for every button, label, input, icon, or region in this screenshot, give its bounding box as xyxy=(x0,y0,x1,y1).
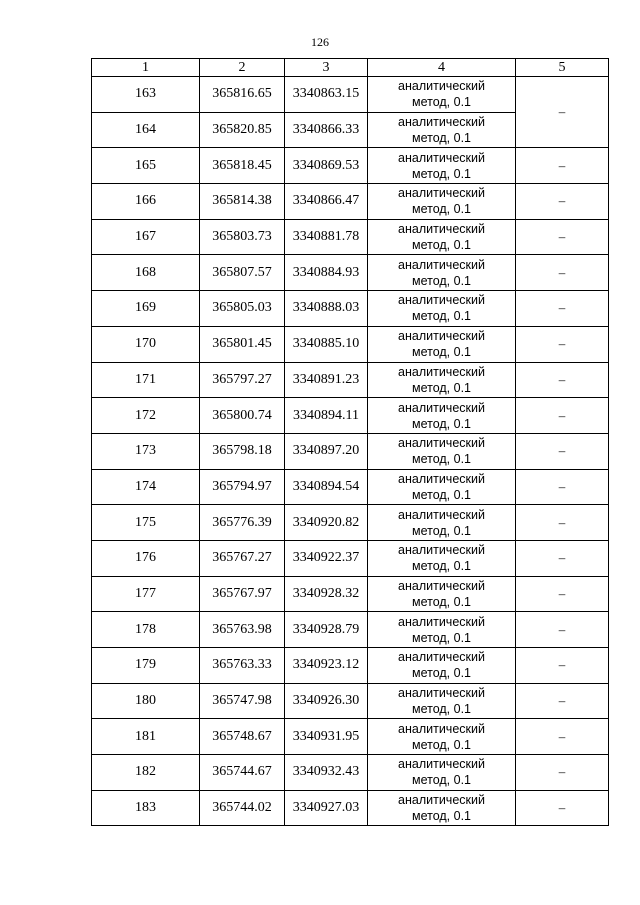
y-coordinate-cell: 3340891.23 xyxy=(285,362,368,398)
column-header: 5 xyxy=(516,59,609,77)
point-number-cell: 164 xyxy=(92,112,200,148)
y-coordinate-cell: 3340894.11 xyxy=(285,398,368,434)
method-line-2: метод, 0.1 xyxy=(411,238,471,253)
note-cell: – xyxy=(516,755,609,791)
method-cell xyxy=(368,505,516,541)
y-coordinate-cell: 3340932.43 xyxy=(285,755,368,791)
method-line-2: метод, 0.1 xyxy=(411,452,471,467)
point-number-cell: 175 xyxy=(92,505,200,541)
point-number-cell: 174 xyxy=(92,469,200,505)
x-coordinate-cell: 365744.67 xyxy=(200,755,285,791)
note-cell: – xyxy=(516,469,609,505)
y-coordinate-cell: 3340885.10 xyxy=(285,326,368,362)
column-header: 4 xyxy=(368,59,516,77)
method-line-2: метод, 0.1 xyxy=(411,630,471,645)
table-row xyxy=(92,291,609,327)
method-cell xyxy=(368,112,516,148)
method-line-2: метод, 0.1 xyxy=(411,809,471,824)
x-coordinate-cell: 365801.45 xyxy=(200,326,285,362)
y-coordinate-cell: 3340926.30 xyxy=(285,683,368,719)
table-row xyxy=(92,398,609,434)
note-cell: – xyxy=(516,719,609,755)
column-header: 1 xyxy=(92,59,200,77)
method-line-1: аналитический xyxy=(398,186,485,201)
point-number-cell: 177 xyxy=(92,576,200,612)
note-cell: – xyxy=(516,505,609,541)
method-line-2: метод, 0.1 xyxy=(411,95,471,110)
point-number-cell: 171 xyxy=(92,362,200,398)
header-row xyxy=(92,59,609,77)
x-coordinate-cell: 365820.85 xyxy=(200,112,285,148)
point-number-cell: 168 xyxy=(92,255,200,291)
y-coordinate-cell: 3340931.95 xyxy=(285,719,368,755)
point-number-cell: 179 xyxy=(92,648,200,684)
method-line-2: метод, 0.1 xyxy=(411,487,471,502)
method-cell xyxy=(368,219,516,255)
note-cell: – xyxy=(516,326,609,362)
point-number-cell: 173 xyxy=(92,433,200,469)
note-cell: – xyxy=(516,683,609,719)
coordinates-table xyxy=(91,58,609,826)
table-row xyxy=(92,433,609,469)
method-line-1: аналитический xyxy=(398,329,485,344)
table-row xyxy=(92,648,609,684)
table-row xyxy=(92,362,609,398)
method-line-2: метод, 0.1 xyxy=(411,773,471,788)
method-line-1: аналитический xyxy=(398,115,485,130)
method-line-2: метод, 0.1 xyxy=(411,416,471,431)
column-header: 2 xyxy=(200,59,285,77)
method-line-2: метод, 0.1 xyxy=(411,166,471,181)
method-line-2: метод, 0.1 xyxy=(411,737,471,752)
method-cell xyxy=(368,433,516,469)
method-cell xyxy=(368,612,516,648)
table-row xyxy=(92,184,609,220)
table-row xyxy=(92,576,609,612)
table-row xyxy=(92,148,609,184)
note-cell: – xyxy=(516,398,609,434)
method-line-1: аналитический xyxy=(398,686,485,701)
y-coordinate-cell: 3340897.20 xyxy=(285,433,368,469)
method-line-1: аналитический xyxy=(398,150,485,165)
method-cell xyxy=(368,77,516,113)
y-coordinate-cell: 3340927.03 xyxy=(285,790,368,826)
y-coordinate-cell: 3340888.03 xyxy=(285,291,368,327)
x-coordinate-cell: 365744.02 xyxy=(200,790,285,826)
method-cell xyxy=(368,255,516,291)
method-line-1: аналитический xyxy=(398,543,485,558)
method-line-2: метод, 0.1 xyxy=(411,345,471,360)
x-coordinate-cell: 365747.98 xyxy=(200,683,285,719)
method-line-2: метод, 0.1 xyxy=(411,666,471,681)
x-coordinate-cell: 365763.33 xyxy=(200,648,285,684)
table-row xyxy=(92,219,609,255)
method-line-2: метод, 0.1 xyxy=(411,202,471,217)
point-number-cell: 178 xyxy=(92,612,200,648)
y-coordinate-cell: 3340881.78 xyxy=(285,219,368,255)
table-row xyxy=(92,790,609,826)
method-line-1: аналитический xyxy=(398,793,485,808)
method-line-1: аналитический xyxy=(398,79,485,94)
point-number-cell: 181 xyxy=(92,719,200,755)
method-line-1: аналитический xyxy=(398,614,485,629)
x-coordinate-cell: 365798.18 xyxy=(200,433,285,469)
note-cell: – xyxy=(516,148,609,184)
note-cell: – xyxy=(516,255,609,291)
y-coordinate-cell: 3340869.53 xyxy=(285,148,368,184)
method-line-1: аналитический xyxy=(398,721,485,736)
method-line-2: метод, 0.1 xyxy=(411,702,471,717)
table-row xyxy=(92,255,609,291)
x-coordinate-cell: 365818.45 xyxy=(200,148,285,184)
method-line-2: метод, 0.1 xyxy=(411,273,471,288)
method-line-1: аналитический xyxy=(398,471,485,486)
table-row xyxy=(92,469,609,505)
method-cell xyxy=(368,648,516,684)
method-cell xyxy=(368,719,516,755)
point-number-cell: 166 xyxy=(92,184,200,220)
table-row xyxy=(92,77,609,113)
method-line-1: аналитический xyxy=(398,257,485,272)
method-cell xyxy=(368,576,516,612)
method-line-1: аналитический xyxy=(398,400,485,415)
x-coordinate-cell: 365816.65 xyxy=(200,77,285,113)
method-cell xyxy=(368,755,516,791)
method-line-2: метод, 0.1 xyxy=(411,594,471,609)
y-coordinate-cell: 3340863.15 xyxy=(285,77,368,113)
method-cell xyxy=(368,540,516,576)
method-cell xyxy=(368,469,516,505)
method-line-2: метод, 0.1 xyxy=(411,559,471,574)
table-body xyxy=(92,77,609,826)
y-coordinate-cell: 3340923.12 xyxy=(285,648,368,684)
x-coordinate-cell: 365814.38 xyxy=(200,184,285,220)
method-line-1: аналитический xyxy=(398,650,485,665)
x-coordinate-cell: 365776.39 xyxy=(200,505,285,541)
table-row xyxy=(92,755,609,791)
method-cell xyxy=(368,326,516,362)
y-coordinate-cell: 3340922.37 xyxy=(285,540,368,576)
method-line-1: аналитический xyxy=(398,578,485,593)
point-number-cell: 180 xyxy=(92,683,200,719)
method-cell xyxy=(368,291,516,327)
note-cell: – xyxy=(516,219,609,255)
method-cell xyxy=(368,148,516,184)
x-coordinate-cell: 365800.74 xyxy=(200,398,285,434)
method-cell xyxy=(368,398,516,434)
point-number-cell: 183 xyxy=(92,790,200,826)
method-line-2: метод, 0.1 xyxy=(411,523,471,538)
y-coordinate-cell: 3340920.82 xyxy=(285,505,368,541)
note-cell: – xyxy=(516,291,609,327)
table-row xyxy=(92,505,609,541)
x-coordinate-cell: 365805.03 xyxy=(200,291,285,327)
method-line-1: аналитический xyxy=(398,293,485,308)
note-cell: – xyxy=(516,433,609,469)
note-cell: – xyxy=(516,540,609,576)
y-coordinate-cell: 3340894.54 xyxy=(285,469,368,505)
y-coordinate-cell: 3340866.47 xyxy=(285,184,368,220)
note-cell: – xyxy=(516,576,609,612)
point-number-cell: 170 xyxy=(92,326,200,362)
method-line-1: аналитический xyxy=(398,222,485,237)
point-number-cell: 165 xyxy=(92,148,200,184)
method-line-2: метод, 0.1 xyxy=(411,131,471,146)
column-header: 3 xyxy=(285,59,368,77)
method-cell xyxy=(368,683,516,719)
method-line-1: аналитический xyxy=(398,436,485,451)
x-coordinate-cell: 365794.97 xyxy=(200,469,285,505)
method-line-1: аналитический xyxy=(398,507,485,522)
y-coordinate-cell: 3340928.79 xyxy=(285,612,368,648)
method-line-1: аналитический xyxy=(398,757,485,772)
y-coordinate-cell: 3340866.33 xyxy=(285,112,368,148)
note-cell: – xyxy=(516,790,609,826)
x-coordinate-cell: 365767.27 xyxy=(200,540,285,576)
x-coordinate-cell: 365807.57 xyxy=(200,255,285,291)
x-coordinate-cell: 365797.27 xyxy=(200,362,285,398)
note-cell: – xyxy=(516,77,609,148)
page-number: 126 xyxy=(311,35,329,49)
table-row xyxy=(92,540,609,576)
x-coordinate-cell: 365803.73 xyxy=(200,219,285,255)
y-coordinate-cell: 3340928.32 xyxy=(285,576,368,612)
point-number-cell: 182 xyxy=(92,755,200,791)
x-coordinate-cell: 365748.67 xyxy=(200,719,285,755)
note-cell: – xyxy=(516,648,609,684)
table-row xyxy=(92,612,609,648)
note-cell: – xyxy=(516,362,609,398)
method-line-1: аналитический xyxy=(398,364,485,379)
point-number-cell: 176 xyxy=(92,540,200,576)
table-row xyxy=(92,326,609,362)
point-number-cell: 169 xyxy=(92,291,200,327)
method-line-2: метод, 0.1 xyxy=(411,309,471,324)
method-cell xyxy=(368,362,516,398)
point-number-cell: 167 xyxy=(92,219,200,255)
table-row xyxy=(92,683,609,719)
method-cell xyxy=(368,790,516,826)
x-coordinate-cell: 365763.98 xyxy=(200,612,285,648)
note-cell: – xyxy=(516,184,609,220)
table-row xyxy=(92,719,609,755)
x-coordinate-cell: 365767.97 xyxy=(200,576,285,612)
method-line-2: метод, 0.1 xyxy=(411,380,471,395)
point-number-cell: 172 xyxy=(92,398,200,434)
y-coordinate-cell: 3340884.93 xyxy=(285,255,368,291)
point-number-cell: 163 xyxy=(92,77,200,113)
method-cell xyxy=(368,184,516,220)
note-cell: – xyxy=(516,612,609,648)
